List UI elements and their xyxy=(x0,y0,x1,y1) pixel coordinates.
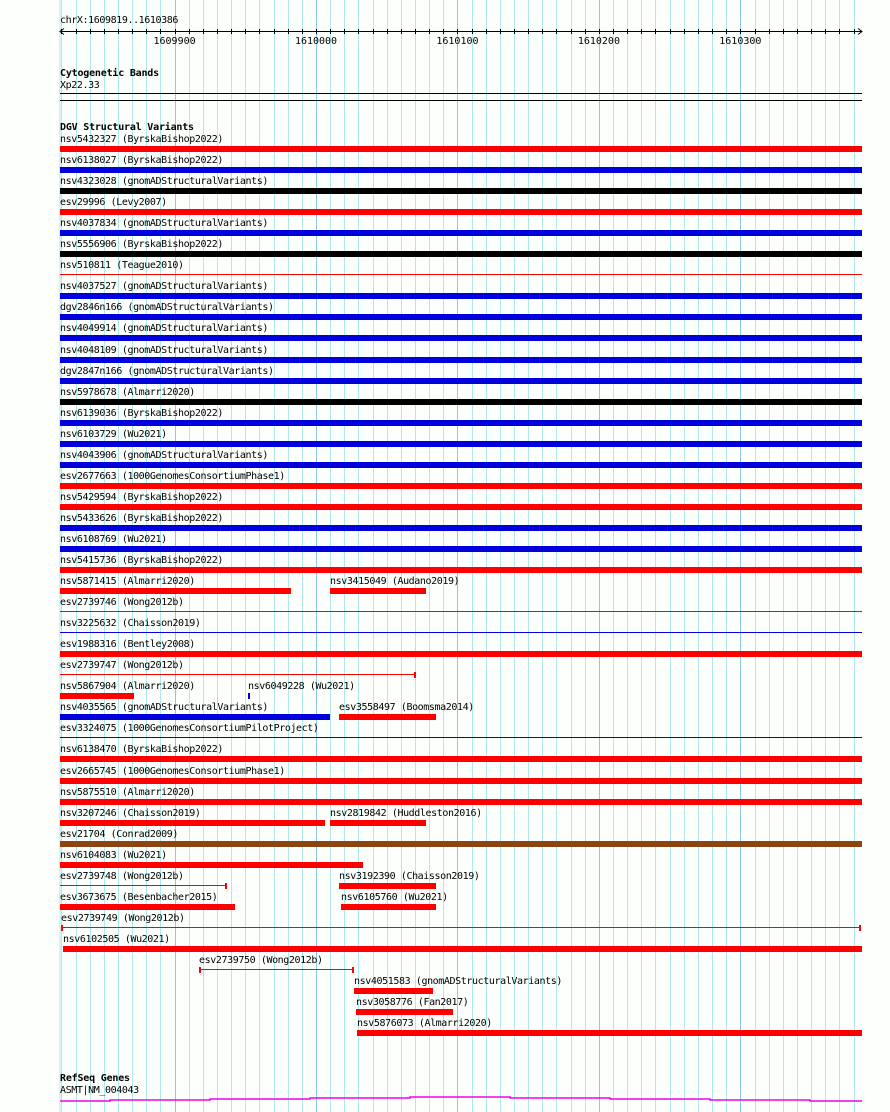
sv-feature[interactable] xyxy=(60,483,862,489)
refseq-gene-asmt[interactable] xyxy=(0,1090,890,1112)
sv-end-cap xyxy=(859,925,861,931)
sv-label[interactable]: nsv2819842 (Huddleston2016) xyxy=(330,808,482,819)
sv-feature[interactable] xyxy=(60,885,227,886)
sv-feature[interactable] xyxy=(60,399,862,405)
sv-label[interactable]: esv1988316 (Bentley2008) xyxy=(60,639,195,650)
sv-label[interactable]: nsv6104083 (Wu2021) xyxy=(60,850,167,861)
sv-label[interactable]: nsv6103729 (Wu2021) xyxy=(60,429,167,440)
sv-feature[interactable] xyxy=(60,209,862,215)
sv-label[interactable]: nsv510811 (Teague2010) xyxy=(60,260,184,271)
sv-feature[interactable] xyxy=(60,862,363,868)
sv-label[interactable]: nsv5876073 (Almarri2020) xyxy=(357,1018,492,1029)
sv-feature[interactable] xyxy=(60,904,235,910)
sv-label[interactable]: nsv4323028 (gnomADStructuralVariants) xyxy=(60,176,268,187)
sv-label[interactable]: nsv5556906 (ByrskaBishop2022) xyxy=(60,239,223,250)
sv-feature[interactable] xyxy=(60,674,416,675)
sv-label[interactable]: esv2739749 (Wong2012b) xyxy=(61,913,185,924)
sv-label[interactable]: nsv4043906 (gnomADStructuralVariants) xyxy=(60,450,268,461)
sv-label[interactable]: esv3673675 (Besenbacher2015) xyxy=(60,892,218,903)
gene-line xyxy=(60,1097,862,1101)
sv-label[interactable]: esv2739747 (Wong2012b) xyxy=(60,660,184,671)
sv-label[interactable]: nsv4051583 (gnomADStructuralVariants) xyxy=(354,976,562,987)
sv-feature[interactable] xyxy=(60,146,862,152)
sv-feature[interactable] xyxy=(60,714,330,720)
sv-label[interactable]: nsv4037834 (gnomADStructuralVariants) xyxy=(60,218,268,229)
sv-feature[interactable] xyxy=(60,567,862,573)
sv-end-cap xyxy=(61,925,63,931)
sv-label[interactable]: nsv5871415 (Almarri2020) xyxy=(60,576,195,587)
sv-feature[interactable] xyxy=(60,504,862,510)
sv-end-cap xyxy=(414,672,416,678)
sv-feature[interactable] xyxy=(60,378,862,384)
sv-feature[interactable] xyxy=(199,969,354,970)
sv-label[interactable]: esv2739746 (Wong2012b) xyxy=(60,597,184,608)
sv-label[interactable]: esv2739750 (Wong2012b) xyxy=(199,955,323,966)
sv-feature[interactable] xyxy=(357,1030,862,1036)
ruler-tick-label: 1609900 xyxy=(153,36,196,47)
sv-label[interactable]: nsv4035565 (gnomADStructuralVariants) xyxy=(60,702,268,713)
ruler-tick-label: 1610100 xyxy=(436,36,479,47)
sv-feature[interactable] xyxy=(60,820,325,826)
sv-label[interactable]: nsv5415736 (ByrskaBishop2022) xyxy=(60,555,223,566)
sv-label[interactable]: nsv3207246 (Chaisson2019) xyxy=(60,808,201,819)
sv-feature[interactable] xyxy=(60,588,291,594)
sv-feature[interactable] xyxy=(60,293,862,299)
sv-feature[interactable] xyxy=(60,651,862,657)
sv-label[interactable]: esv3558497 (Boomsma2014) xyxy=(339,702,474,713)
ruler[interactable] xyxy=(0,0,890,60)
sv-label[interactable]: nsv4048109 (gnomADStructuralVariants) xyxy=(60,345,268,356)
sv-feature[interactable] xyxy=(60,632,862,633)
sv-feature[interactable] xyxy=(60,841,862,847)
sv-label[interactable]: dgv2847n166 (gnomADStructuralVariants) xyxy=(60,366,274,377)
sv-label[interactable]: nsv6102505 (Wu2021) xyxy=(63,934,170,945)
sv-feature[interactable] xyxy=(248,693,250,699)
cytoband-divider xyxy=(60,100,862,101)
sv-end-cap xyxy=(199,967,201,973)
sv-feature[interactable] xyxy=(60,167,862,173)
sv-label[interactable]: nsv5432327 (ByrskaBishop2022) xyxy=(60,134,223,145)
sv-label[interactable]: nsv5429594 (ByrskaBishop2022) xyxy=(60,492,223,503)
refseq-track-title[interactable]: RefSeq Genes xyxy=(60,1073,130,1084)
sv-label[interactable]: esv2739748 (Wong2012b) xyxy=(60,871,184,882)
sv-label[interactable]: nsv3192390 (Chaisson2019) xyxy=(339,871,480,882)
sv-feature[interactable] xyxy=(60,357,862,363)
sv-label[interactable]: nsv3058776 (Fan2017) xyxy=(356,997,469,1008)
sv-label[interactable]: nsv6138470 (ByrskaBishop2022) xyxy=(60,744,223,755)
sv-label[interactable]: nsv5978678 (Almarri2020) xyxy=(60,387,195,398)
sv-feature[interactable] xyxy=(61,927,861,928)
sv-label[interactable]: nsv6108769 (Wu2021) xyxy=(60,534,167,545)
sv-label[interactable]: nsv6049228 (Wu2021) xyxy=(248,681,355,692)
sv-feature[interactable] xyxy=(330,820,426,826)
ruler-tick-label: 1610000 xyxy=(294,36,338,47)
sv-label[interactable]: esv3324075 (1000GenomesConsortiumPilotProject) xyxy=(60,723,319,734)
sv-label[interactable]: nsv6105760 (Wu2021) xyxy=(341,892,448,903)
cytoband-band[interactable] xyxy=(60,93,862,94)
sv-label[interactable]: esv21704 (Conrad2009) xyxy=(60,829,179,840)
sv-feature[interactable] xyxy=(60,462,862,468)
sv-feature[interactable] xyxy=(60,693,134,699)
ruler-tick-label: 1610200 xyxy=(577,36,620,47)
refseq-gene-label[interactable]: ASMT|NM_004043 xyxy=(60,1085,139,1096)
sv-label[interactable]: nsv3415049 (Audano2019) xyxy=(330,576,460,587)
sv-feature[interactable] xyxy=(60,756,862,762)
sv-feature[interactable] xyxy=(60,335,862,341)
sv-feature[interactable] xyxy=(339,883,436,889)
sv-feature[interactable] xyxy=(60,546,862,552)
cytoband-track-title[interactable]: Cytogenetic Bands xyxy=(60,68,159,79)
sv-feature[interactable] xyxy=(60,274,862,275)
sv-feature[interactable] xyxy=(60,230,862,236)
ruler-tick-label: 1610300 xyxy=(719,36,762,47)
sv-label[interactable]: nsv5875510 (Almarri2020) xyxy=(60,787,195,798)
sv-feature[interactable] xyxy=(60,737,862,738)
sv-feature[interactable] xyxy=(354,988,433,994)
sv-feature[interactable] xyxy=(60,778,862,784)
sv-label[interactable]: nsv4049914 (gnomADStructuralVariants) xyxy=(60,323,268,334)
sv-label[interactable]: dgv2846n166 (gnomADStructuralVariants) xyxy=(60,302,274,313)
sv-label[interactable]: esv2677663 (1000GenomesConsortiumPhase1) xyxy=(60,471,285,482)
sv-feature[interactable] xyxy=(63,946,862,952)
cytoband-label: Xp22.33 xyxy=(60,80,100,91)
sv-feature[interactable] xyxy=(330,588,426,594)
sv-feature[interactable] xyxy=(341,904,436,910)
sv-label[interactable]: nsv4037527 (gnomADStructuralVariants) xyxy=(60,281,268,292)
sv-label[interactable]: nsv6139036 (ByrskaBishop2022) xyxy=(60,408,223,419)
sv-feature[interactable] xyxy=(60,799,862,805)
sv-label[interactable]: nsv6138027 (ByrskaBishop2022) xyxy=(60,155,223,166)
sv-feature[interactable] xyxy=(356,1009,453,1015)
sv-end-cap xyxy=(352,967,354,973)
sv-feature[interactable] xyxy=(60,611,862,612)
sv-label[interactable]: esv29996 (Levy2007) xyxy=(60,197,167,208)
sv-feature[interactable] xyxy=(60,251,862,257)
location-label: chrX:1609819..1610386 xyxy=(60,15,179,26)
sv-label[interactable]: nsv5433626 (ByrskaBishop2022) xyxy=(60,513,223,524)
sv-feature[interactable] xyxy=(60,525,862,531)
sv-label[interactable]: nsv5867904 (Almarri2020) xyxy=(60,681,195,692)
sv-label[interactable]: nsv3225632 (Chaisson2019) xyxy=(60,618,201,629)
sv-feature[interactable] xyxy=(60,188,862,194)
sv-feature[interactable] xyxy=(60,420,862,426)
dgv-track-title[interactable]: DGV Structural Variants xyxy=(60,122,194,133)
sv-feature[interactable] xyxy=(60,314,862,320)
sv-feature[interactable] xyxy=(339,714,436,720)
sv-label[interactable]: esv2665745 (1000GenomesConsortiumPhase1) xyxy=(60,766,285,777)
sv-end-cap xyxy=(225,883,227,889)
sv-feature[interactable] xyxy=(60,441,862,447)
